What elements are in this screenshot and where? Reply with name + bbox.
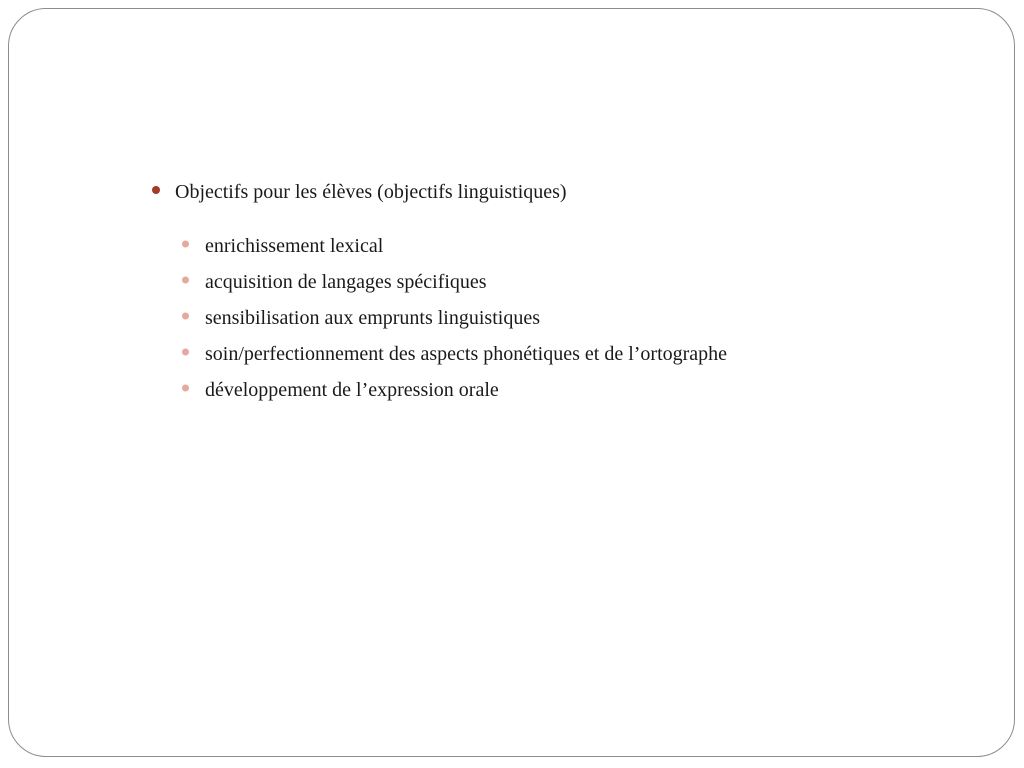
sub-bullet-dot-icon — [182, 241, 189, 248]
sub-bullet-item — [149, 228, 969, 264]
sub-bullet-item — [149, 336, 969, 372]
sub-bullet-dot-icon — [182, 349, 189, 356]
bullet-list — [149, 174, 969, 408]
sub-bullet-item — [149, 372, 969, 408]
main-bullet-text: Objectifs pour les élèves (objectifs linguistiques) — [175, 181, 567, 203]
main-bullet-item — [149, 174, 969, 210]
sub-bullet-text: sensibilisation aux emprunts linguistiques — [205, 307, 540, 329]
sub-bullet-text: acquisition de langages spécifiques — [205, 271, 487, 293]
sub-bullet-dot-icon — [182, 313, 189, 320]
slide-frame — [8, 8, 1015, 757]
sub-bullet-dot-icon — [182, 277, 189, 284]
sub-bullet-text: enrichissement lexical — [205, 235, 384, 257]
bullet-dot-icon — [152, 186, 160, 194]
sub-bullet-item — [149, 300, 969, 336]
sub-bullet-item — [149, 264, 969, 300]
sub-bullet-dot-icon — [182, 385, 189, 392]
sub-bullet-text: soin/perfectionnement des aspects phonétiques et de l’ortographe — [205, 343, 728, 365]
sub-bullet-text: développement de l’expression orale — [205, 379, 499, 401]
